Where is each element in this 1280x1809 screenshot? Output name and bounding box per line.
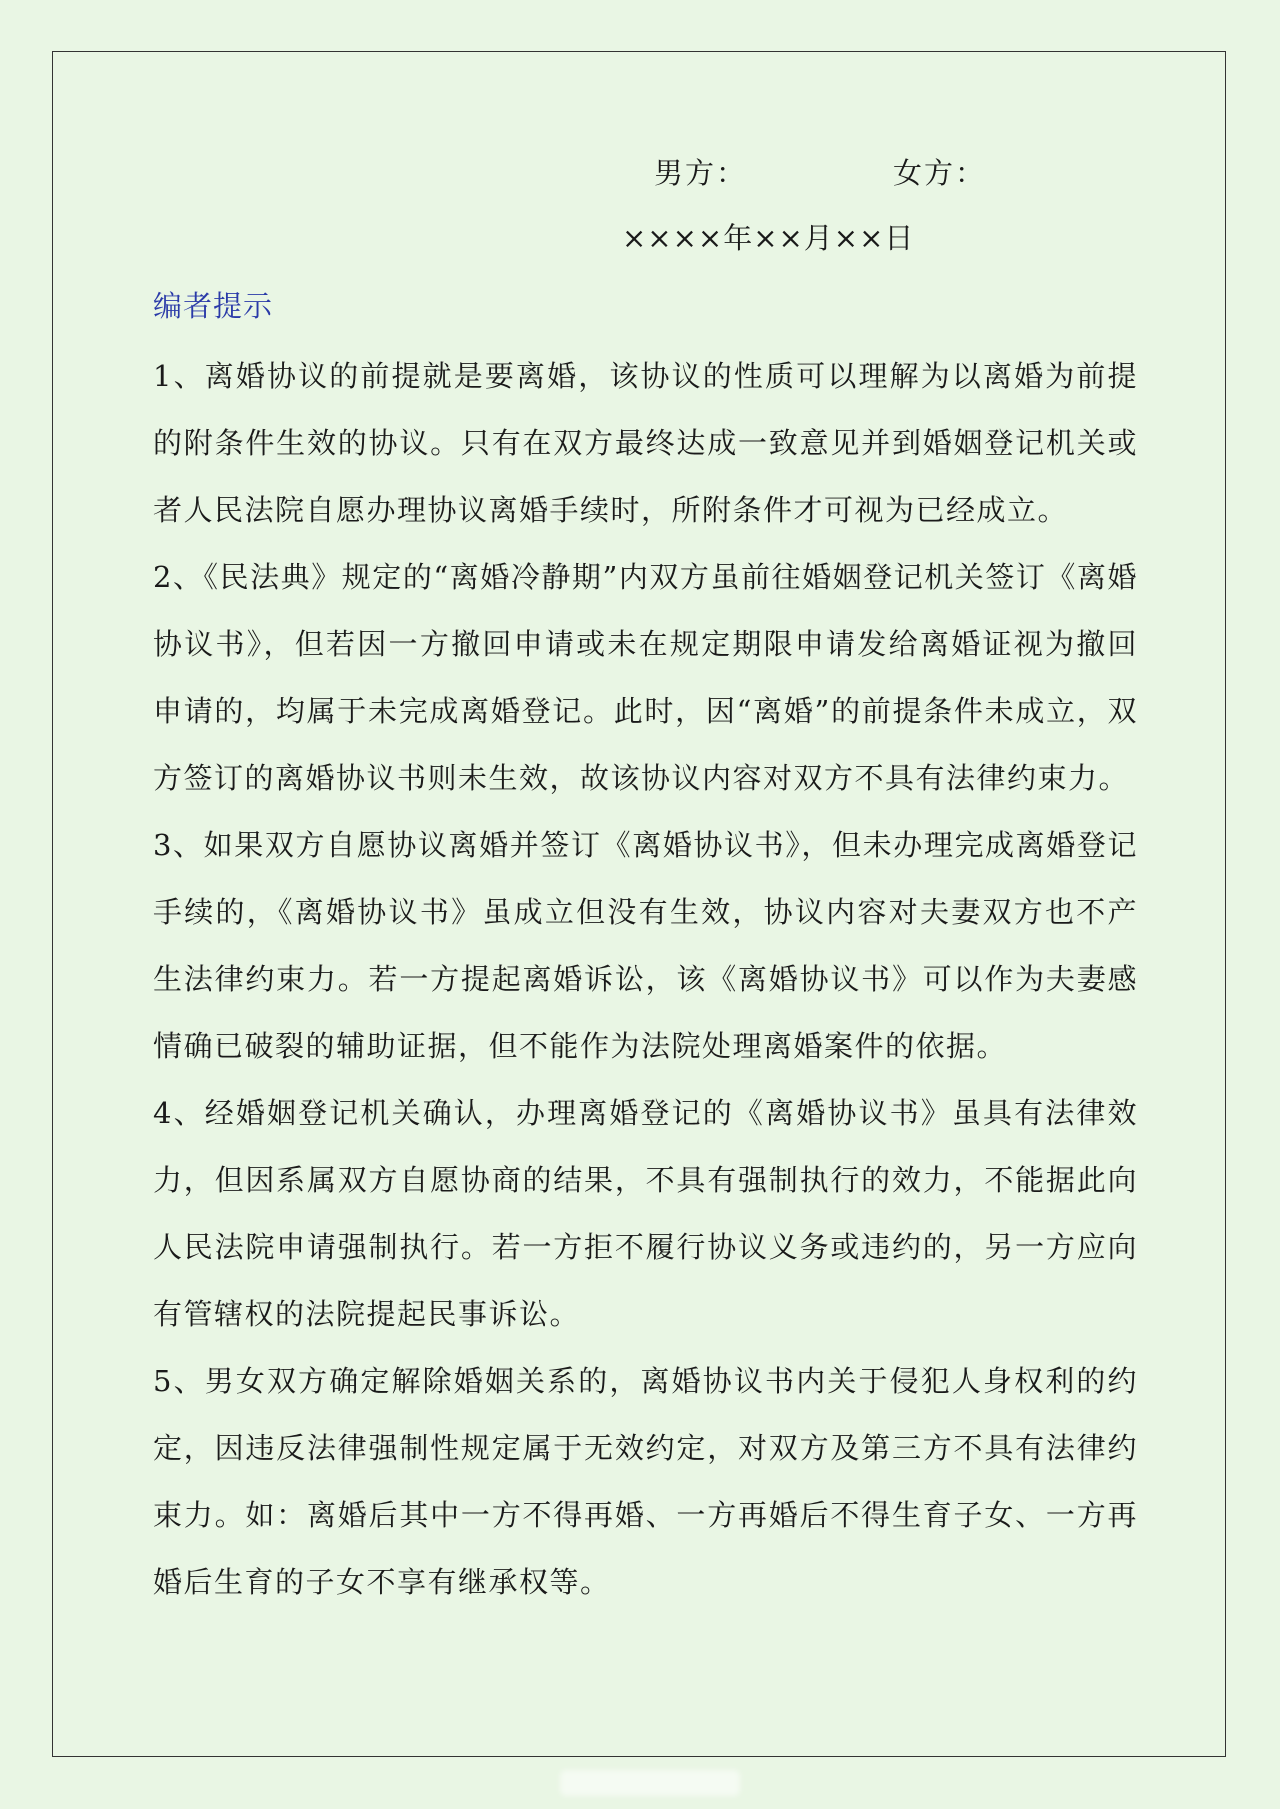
blurred-watermark (560, 1770, 740, 1796)
note-item-5: 5、男女双方确定解除婚姻关系的，离婚协议书内关于侵犯人身权利的约定，因违反法律强制性规定属于无效约定，对双方及第三方不具有法律约束力。如：离婚后其中一方不得再婚、一方再婚后不得生育子女、一方再婚后生育的子女不享有继承权等。 (153, 1364, 1138, 1599)
note-item-1: 1、离婚协议的前提就是要离婚，该协议的性质可以理解为以离婚为前提的附条件生效的协议。只有在双方最终达成一致意见并到婚姻登记机关或者人民法院自愿办理协议离婚手续时，所附条件才可视为已经成立。 (153, 359, 1138, 527)
note-item-2: 2、《民法典》规定的“离婚冷静期”内双方虽前往婚姻登记机关签订《离婚协议书》，但若因一方撤回申请或未在规定期限申请发给离婚证视为撤回申请的，均属于未完成离婚登记。此时，因“离婚”的前提条件未成立，双方签订的离婚协议书则未生效，故该协议内容对双方不具有法律约束力。 (153, 560, 1138, 795)
date-placeholder: ××××年××月××日 (622, 221, 915, 255)
editor-notes-list (153, 343, 1138, 1616)
female-signature-label: 女方： (893, 156, 987, 190)
editor-notes-title: 编者提示 (153, 289, 274, 323)
note-item-3: 3、如果双方自愿协议离婚并签订《离婚协议书》，但未办理完成离婚登记手续的，《离婚协议书》虽成立但没有生效，协议内容对夫妻双方也不产生法律约束力。若一方提起离婚诉讼，该《离婚协议书》可以作为夫妻感情确已破裂的辅助证据，但不能作为法院处理离婚案件的依据。 (153, 828, 1138, 1063)
note-item-4: 4、经婚姻登记机关确认，办理离婚登记的《离婚协议书》虽具有法律效力，但因系属双方自愿协商的结果，不具有强制执行的效力，不能据此向人民法院申请强制执行。若一方拒不履行协议义务或违约的，另一方应向有管辖权的法院提起民事诉讼。 (153, 1096, 1138, 1331)
male-signature-label: 男方： (654, 156, 748, 190)
